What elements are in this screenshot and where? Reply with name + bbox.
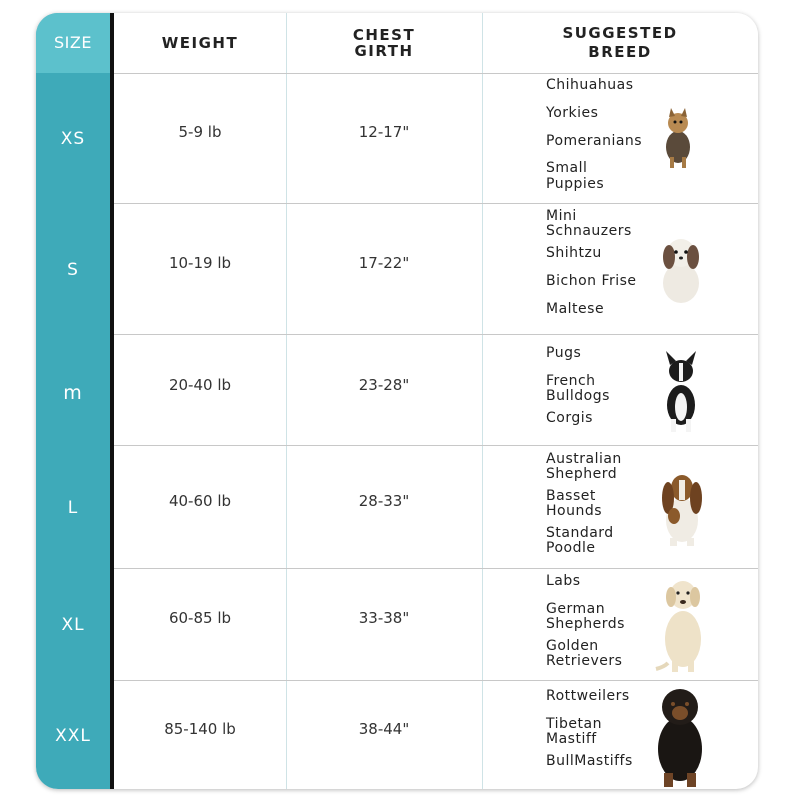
breed-name: Golden [546,638,599,654]
breed-name: Tibetan [546,716,602,732]
size-chart [36,13,758,789]
weight-value: 85-140 lb [164,720,236,738]
breed-name: BullMastiffs [546,753,633,769]
weight-value: 60-85 lb [168,609,232,627]
weight-value: 20-40 lb [168,376,232,394]
size-label-xs: XS [60,129,86,149]
breed-name: Pomeranians [546,133,643,149]
chest-value: 17-22" [358,254,410,272]
yorkie-photo [658,107,698,169]
breed-name: French [546,373,596,389]
breed-name: Pugs [546,345,582,361]
breed-name: Basset [546,488,596,504]
chest-value: 28-33" [358,492,410,510]
basset-hound-photo [656,468,708,548]
breed-header-line1: SUGGESTED [562,24,678,42]
breed-name: Mini [546,208,577,224]
breed-name: Standard [546,525,614,541]
chest-value: 12-17" [358,123,410,141]
breed-name: Poodle [546,540,596,556]
size-label-xxl: XXL [55,726,91,746]
grid-line [114,568,758,569]
chest-value: 38-44" [358,720,410,738]
grid-line [114,445,758,446]
breed-name: Bichon Frise [546,273,637,289]
weight-header: WEIGHT [161,34,239,52]
table-header [114,13,758,73]
chest-value: 23-28" [358,376,410,394]
size-label-m: m [63,382,83,404]
weight-value: 40-60 lb [168,492,232,510]
grid-line [114,203,758,204]
weight-value: 10-19 lb [168,254,232,272]
breed-name: Mastiff [546,731,597,747]
grid-line [114,73,758,74]
weight-value: 5-9 lb [178,123,222,141]
breed-header-line2: BREED [588,43,652,61]
breed-name: Small [546,160,588,176]
grid-line [114,334,758,335]
breed-name: Labs [546,573,581,589]
breed-name: Maltese [546,301,605,317]
breed-name: Shihtzu [546,245,602,261]
breed-name: Australian [546,451,622,467]
size-label-s: S [67,260,79,280]
size-label-l: L [67,498,79,518]
grid-line [482,13,483,789]
breed-name: Yorkies [546,105,599,121]
size-header-cell [36,13,110,73]
chest-girth-header-line2: GIRTH [354,42,414,60]
shihtzu-photo [656,235,706,305]
breed-name: Puppies [546,176,605,192]
boston-terrier-photo [656,349,706,433]
breed-name: Bulldogs [546,388,610,404]
breed-name: Schnauzers [546,223,632,239]
breed-name: Hounds [546,503,603,519]
breed-name: German [546,601,606,617]
breed-name: Shepherd [546,466,618,482]
tibetan-mastiff-photo [648,685,712,789]
size-label-xl: XL [61,615,85,635]
size-header-label: SIZE [54,33,92,52]
chest-value: 33-38" [358,609,410,627]
breed-name: Shepherds [546,616,625,632]
breed-name: Retrievers [546,653,623,669]
breed-name: Chihuahuas [546,77,634,93]
breed-name: Rottweilers [546,688,630,704]
labrador-photo [650,575,712,673]
chest-girth-header-line1: CHEST [352,26,416,44]
grid-line [114,680,758,681]
breed-name: Corgis [546,410,593,426]
